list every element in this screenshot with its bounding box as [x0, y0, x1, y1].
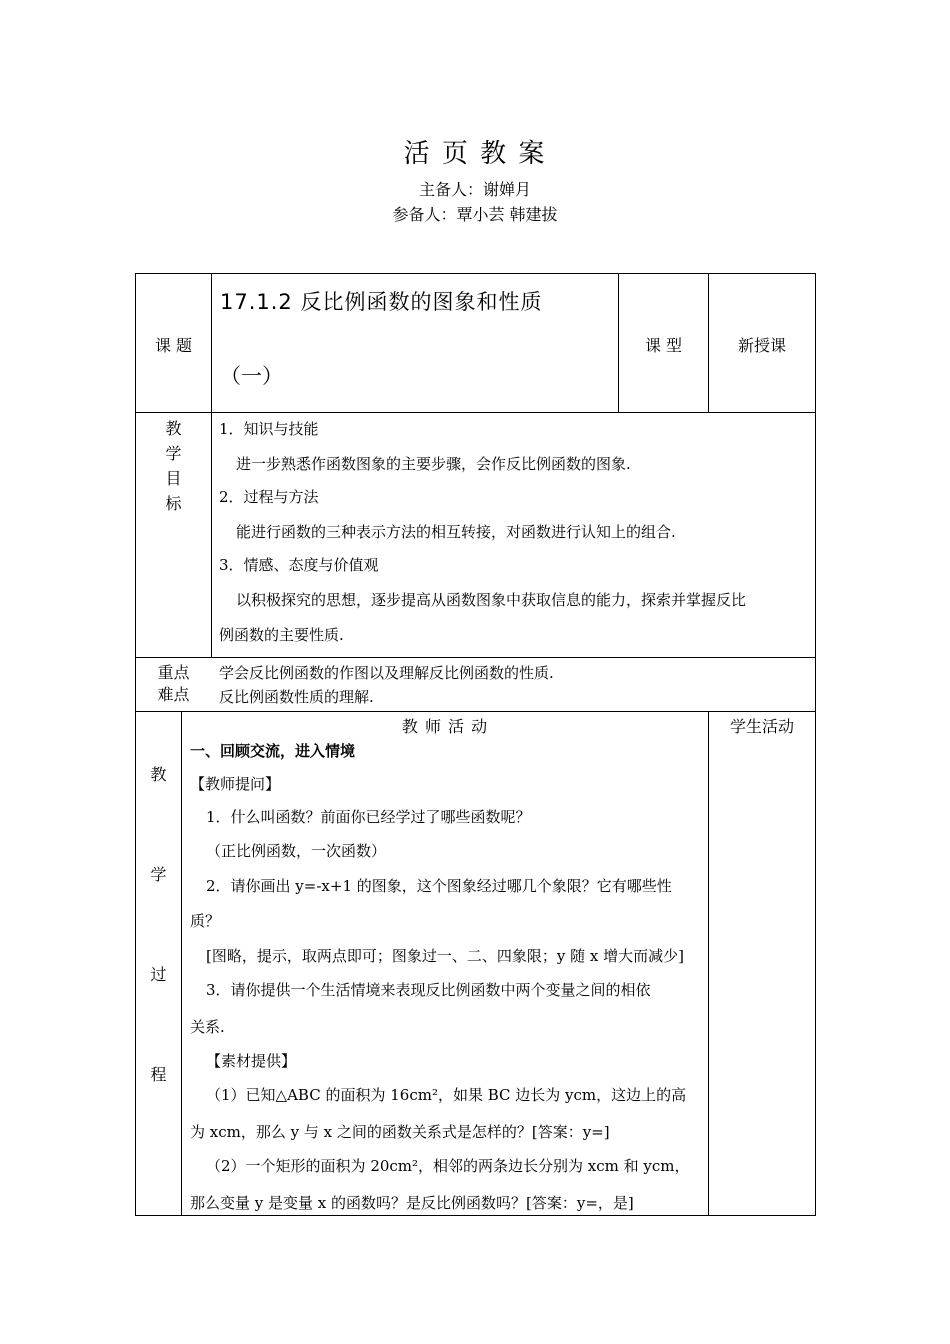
page-title: 活 页 教 案: [403, 139, 547, 169]
process-line: 【教师提问】: [190, 775, 281, 793]
key-point-text: 学会反比例函数的作图以及理解反比例函数的性质.: [219, 664, 554, 682]
objective-line: 例函数的主要性质.: [219, 626, 344, 644]
topic-subtitle: （一）: [220, 364, 283, 388]
section-title: 一、回顾交流，进入情境: [190, 742, 356, 760]
process-line: 3．请你提供一个生活情境来表现反比例函数中两个变量之间的相依: [206, 981, 651, 999]
process-line: 那么变量 y 是变量 x 的函数吗？是反比例函数吗？[答案：y=，是]: [190, 1194, 634, 1212]
objective-line: 1．知识与技能: [219, 420, 319, 438]
objective-line: 以积极探究的思想，逐步提高从函数图象中获取信息的能力，探索并掌握反比: [236, 591, 747, 609]
key-points-label: 重点 难点: [157, 663, 190, 704]
objective-line: 2．过程与方法: [219, 488, 319, 506]
student-activity-header: 学生活动: [729, 717, 794, 736]
teacher-activity-header: 教 师 活 动: [401, 717, 489, 736]
process-line: （正比例函数，一次函数）: [206, 842, 387, 860]
process-line: 关系.: [190, 1018, 225, 1036]
lesson-type-value: 新授课: [737, 336, 786, 355]
preparer: 主备人：谢婵月: [418, 180, 531, 199]
objective-line: 能进行函数的三种表示方法的相互转接，对函数进行认知上的组合.: [236, 523, 676, 541]
process-line: 2．请你画出 y=-x+1 的图象，这个图象经过哪几个象限？它有哪些性: [206, 877, 672, 895]
lesson-type-label: 课 型: [644, 336, 683, 355]
objectives-label: 教 学 目 标: [165, 419, 182, 513]
process-line: 质？: [190, 912, 221, 930]
topic-label: 课 题: [154, 336, 193, 355]
process-line: [图略，提示，取两点即可；图象过一、二、四象限；y 随 x 增大而减少]: [206, 947, 684, 965]
objective-line: 进一步熟悉作函数图象的主要步骤，会作反比例函数的图象.: [236, 455, 631, 473]
topic-title: 17.1.2 反比例函数的图象和性质: [220, 290, 543, 314]
process-line: （1）已知△ABC 的面积为 16cm²，如果 BC 边长为 ycm，这边上的高: [206, 1086, 687, 1104]
objective-line: 3．情感、态度与价值观: [219, 556, 379, 574]
participants: 参备人：覃小芸 韩建拔: [392, 205, 558, 224]
process-line: （2）一个矩形的面积为 20cm²，相邻的两条边长分别为 xcm 和 ycm，: [206, 1157, 690, 1175]
process-line: 1．什么叫函数？前面你已经学过了哪些函数呢？: [206, 808, 531, 826]
process-line: 为 xcm，那么 y 与 x 之间的函数关系式是怎样的？[答案：y=]: [190, 1123, 610, 1141]
process-line: 【素材提供】: [206, 1052, 297, 1070]
difficulty-text: 反比例函数性质的理解.: [219, 688, 374, 706]
